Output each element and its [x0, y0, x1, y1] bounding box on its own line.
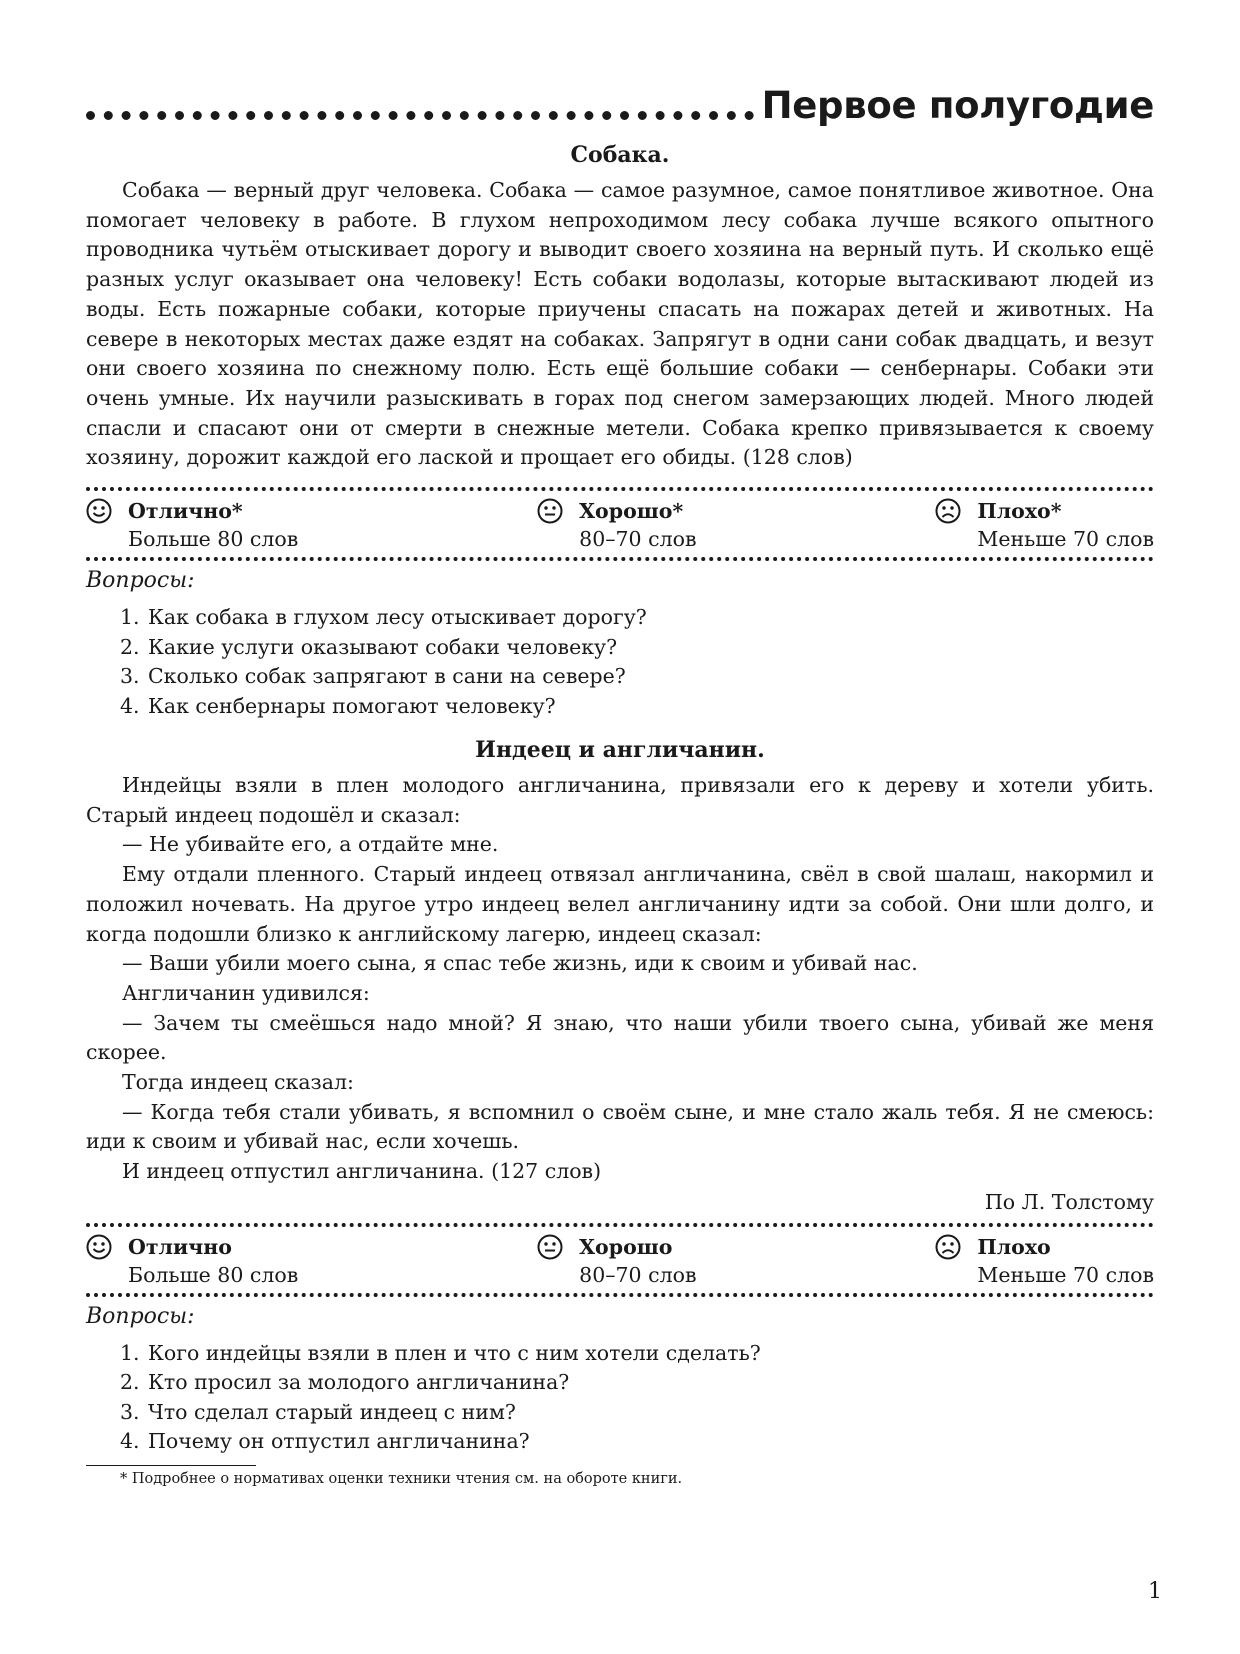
- grade-label: Плохо: [977, 1234, 1051, 1259]
- neutral-face-icon: [537, 1234, 563, 1260]
- story-paragraph: Индейцы взяли в плен молодого англичанина, привязали его к дереву и хотели убить. Старый индеец подошёл и сказал:: [86, 773, 1154, 827]
- document-page: [86, 70, 1154, 1490]
- grade-label: Хорошо: [579, 1234, 673, 1259]
- grade-bad: [935, 1233, 1154, 1289]
- questions-label: Вопросы:: [86, 568, 195, 594]
- grading-scale: [86, 491, 1154, 557]
- story-paragraph: Тогда индеец сказал:: [122, 1070, 354, 1095]
- questions-list: [86, 1339, 1154, 1457]
- grade-good: [537, 1233, 696, 1289]
- frown-icon: [935, 498, 961, 524]
- question-item: 4. Почему он отпустил англичанина?: [120, 1429, 530, 1454]
- grade-word-count: Больше 80 слов: [128, 1262, 299, 1287]
- question-item: 1. Кого индейцы взяли в плен и что с ним хотели сделать?: [120, 1340, 761, 1365]
- story-paragraph: — Ваши убили моего сына, я спас тебе жизнь, иди к своим и убивай нас.: [122, 951, 918, 976]
- grade-label: Хорошо*: [579, 499, 684, 524]
- neutral-face-icon: [537, 498, 563, 524]
- grade-label: Отлично: [128, 1234, 232, 1259]
- grade-good: [537, 497, 696, 553]
- frown-icon: [935, 1234, 961, 1260]
- grade-excellent: [86, 497, 298, 553]
- story-text-dog: [86, 176, 1154, 473]
- story-paragraph: Ему отдали пленного. Старый индеец отвязал англичанина, свёл в свой шалаш, накормил и положил ночевать. На другое утро индеец велел англичанину идти за собой. Они шли долго, и когда подошли близко к английскому лагерю, индеец сказал:: [86, 862, 1154, 946]
- grade-word-count: 80–70 слов: [579, 527, 697, 552]
- footnote-rule: [86, 1465, 256, 1466]
- author-attribution: По Л. Толстому: [984, 1189, 1154, 1214]
- grading-scale: [86, 1227, 1154, 1293]
- grade-word-count: Меньше 70 слов: [977, 1262, 1154, 1287]
- dotted-divider: [86, 1293, 1154, 1297]
- header-dotted-leader: [86, 111, 754, 120]
- grade-label: Отлично*: [128, 499, 243, 524]
- story-paragraph: — Когда тебя стали убивать, я вспомнил о своём сыне, и мне стало жаль тебя. Я не смеюсь: иди к своим и убивай нас, если хочешь.: [86, 1099, 1154, 1154]
- dotted-divider: [86, 557, 1154, 561]
- question-item: 1. Как собака в глухом лесу отыскивает дорогу?: [120, 605, 647, 630]
- smile-icon: [86, 1234, 112, 1260]
- story-paragraph: И индеец отпустил англичанина. (127 слов): [122, 1159, 602, 1184]
- questions-list: [86, 603, 1154, 721]
- section-title: Первое полугодие: [761, 84, 1154, 127]
- story-title-dog: Собака.: [570, 142, 670, 168]
- story-text-indian: [86, 771, 1154, 1187]
- question-item: 2. Кто просил за молодого англичанина?: [120, 1370, 570, 1395]
- question-item: 2. Какие услуги оказывают собаки человеку?: [120, 634, 618, 659]
- story-paragraph: — Зачем ты смеёшься надо мной? Я знаю, что наши убили твоего сына, убивай же меня скорее.: [86, 1010, 1154, 1065]
- story-title-indian: Индеец и англичанин.: [475, 737, 765, 764]
- grade-label: Плохо*: [977, 499, 1062, 524]
- grade-word-count: Больше 80 слов: [128, 527, 299, 552]
- footnote: * Подробнее о нормативах оценки техники чтения см. на обороте книги.: [120, 1470, 683, 1487]
- story-paragraph: — Не убивайте его, а отдайте мне.: [122, 832, 499, 857]
- smile-icon: [86, 498, 112, 524]
- question-item: 4. Как сенбернары помогают человеку?: [120, 693, 556, 718]
- question-item: 3. Что сделал старый индеец с ним?: [120, 1399, 516, 1424]
- questions-label: Вопросы:: [86, 1303, 195, 1329]
- grade-word-count: 80–70 слов: [579, 1262, 697, 1287]
- grade-word-count: Меньше 70 слов: [977, 527, 1154, 552]
- grade-bad: [935, 497, 1154, 553]
- story-paragraph: Собака — верный друг человека. Собака — самое разумное, самое понятливое животное. Она помогает человеку в работе. В глухом непроходимом лесу собака лучше всякого опытного проводника чутьём отыскивает дорогу и выводит своего хозяина на верный путь. И сколько ещё разных услуг оказывает она человеку! Есть собаки водолазы, которые вытаскивают людей из воды. Есть пожарные собаки, которые приучены спасать на пожарах детей и животных. На севере в некоторых местах даже ездят на собаках. Запрягут в одни сани собак двадцать, и везут они своего хозяина по снежному полю. Есть ещё большие собаки — сенбернары. Собаки эти очень умные. Их научили разыскивать в горах под снегом замерзающих людей. Много людей спасли и спасают они от смерти в снежные метели. Собака крепко привязывается к своему хозяину, дорожит каждой его лаской и прощает его обиды. (128 слов): [86, 178, 1154, 470]
- question-item: 3. Сколько собак запрягают в сани на севере?: [120, 664, 626, 689]
- section-header: [86, 70, 1154, 128]
- grade-excellent: [86, 1233, 298, 1289]
- story-paragraph: Англичанин удивился:: [122, 980, 370, 1005]
- page-number: 1: [1148, 1579, 1162, 1604]
